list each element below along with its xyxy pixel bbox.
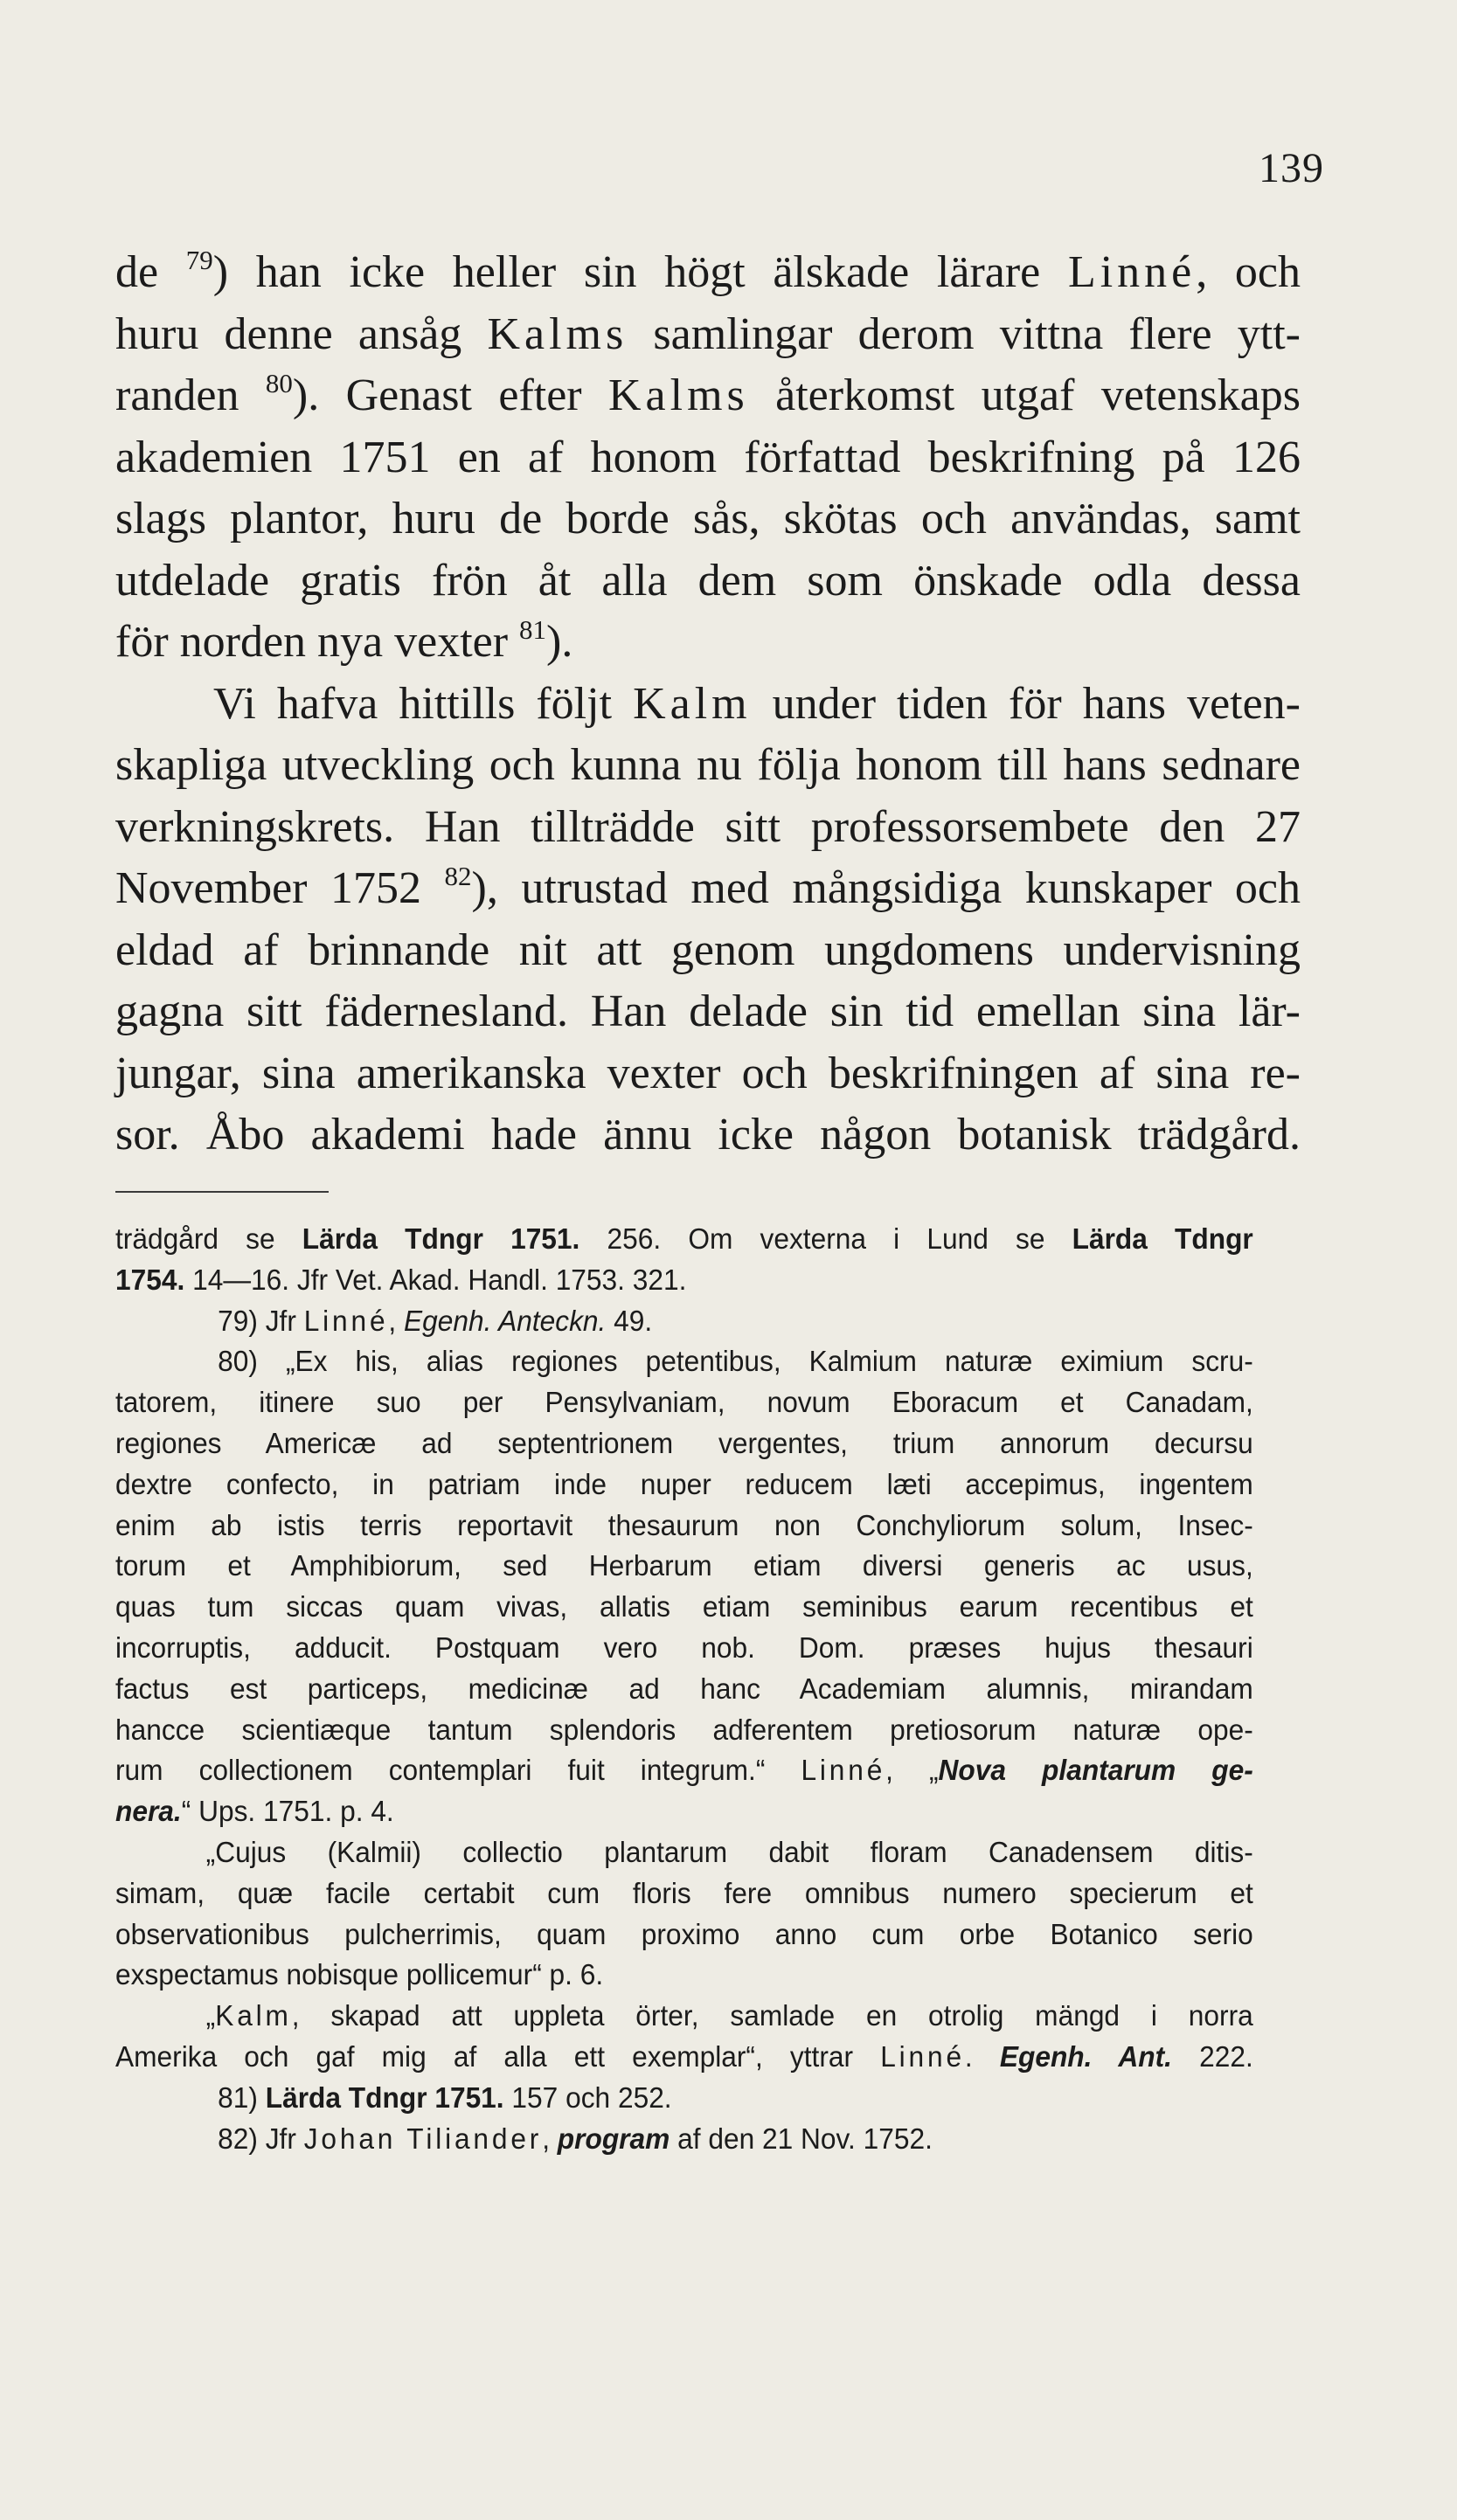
body-line: de $^{79}$) han icke heller sin högt älskade lärare Linné, och (115, 245, 1301, 297)
footnote-line: „Kalm, skapad att uppleta örter, samlade en otrolig mängd i norra (205, 1999, 1253, 2032)
body-line: verkningskrets. Han tillträdde sitt professorsembete den 27 (115, 801, 1301, 852)
footnote-line: tatorem, itinere suo per Pensylvaniam, novum Eboracum et Canadam, (115, 1386, 1253, 1419)
body-text (115, 242, 1301, 1167)
person-name: Linné (1067, 247, 1197, 297)
body-line: jungar, sina amerikanska vexter och beskrifningen af sina re- (115, 1048, 1301, 1098)
footnote-ref[interactable]: 80 (265, 368, 293, 398)
body-line: huru denne ansåg Kalms samlingar derom vittna flere ytt- (115, 308, 1301, 359)
footnote-79: 79) Jfr Linné, Egenh. Anteckn. 49. (218, 1304, 653, 1337)
person-name: Linné (801, 1754, 886, 1787)
person-name: Johan Tiliander (303, 2122, 543, 2155)
footnote-line: 1754. 14—16. Jfr Vet. Akad. Handl. 1753. 321. (115, 1263, 687, 1296)
body-line: akademien 1751 en af honom författad beskrifning på 126 (115, 432, 1301, 482)
body-line: slags plantor, huru de borde sås, skötas och användas, samt (115, 494, 1301, 543)
body-line: sor. Åbo akademi hade ännu icke någon botanisk trädgård. (115, 1110, 1301, 1160)
footnote-line: Amerika och gaf mig af alla ett exemplar“, yttrar Linné. Egenh. Ant. 222. (115, 2039, 1253, 2073)
footnote-ref[interactable]: 82 (444, 861, 472, 891)
person-name: Linné (880, 2039, 965, 2073)
footnote-line: incorruptis, adducit. Postquam vero nob. Dom. præses hujus thesauri (115, 1630, 1253, 1664)
footnote-line: hancce scientiæque tantum splendoris adferentem pretiosorum naturæ ope- (115, 1713, 1253, 1746)
footnote-line: nera.“ Ups. 1751. p. 4. (115, 1795, 394, 1828)
footnotes (115, 1219, 1253, 2159)
footnote-ref[interactable]: 79 (185, 245, 213, 275)
body-line: för norden nya vexter $^{81}$). (115, 614, 573, 667)
person-name: Linné (303, 1304, 389, 1337)
footnote-line: torum et Amphibiorum, sed Herbarum etiam diversi generis ac usus, (115, 1549, 1253, 1582)
footnote-line: quas tum siccas quam vivas, allatis etiam seminibus earum recentibus et (115, 1590, 1253, 1623)
body-line: utdelade gratis frön åt alla dem som önskade odla dessa (115, 555, 1301, 606)
footnote-line: simam, quæ facile certabit cum floris fere omnibus numero specierum et (115, 1876, 1253, 1909)
body-line: eldad af brinnande nit att genom ungdomens undervisning (115, 924, 1301, 975)
footnote-line: rum collectionem contemplari fuit integrum.“ Linné, „Nova plantarum ge- (115, 1754, 1253, 1787)
footnote-81: 81) Lärda Tdngr 1751. 157 och 252. (218, 2080, 672, 2114)
person-name: Kalm (633, 678, 752, 729)
body-line: November 1752 $^{82}$), utrustad med mångsidiga kunskaper och (115, 861, 1301, 913)
footnote-line: factus est particeps, medicinæ ad hanc Academiam alumnis, mirandam (115, 1672, 1253, 1705)
footnote-line: observationibus pulcherrimis, quam proximo anno cum orbe Botanico serio (115, 1917, 1253, 1950)
body-line: Vi hafva hittills följt Kalm under tiden för hans veten- (213, 678, 1301, 729)
body-line: gagna sitt fädernesland. Han delade sin tid emellan sina lär- (115, 987, 1301, 1036)
body-line: randen $^{80}$). Genast efter Kalms återkomst utgaf vetenskaps (115, 368, 1301, 420)
person-name: Kalm (215, 1999, 292, 2032)
footnote-80: 80) „Ex his, alias regiones petentibus, Kalmium naturæ eximium scru- (218, 1345, 1253, 1378)
footnote-82: 82) Jfr Johan Tiliander, program af den 21 Nov. 1752. (218, 2122, 933, 2155)
footnote-line: trädgård se Lärda Tdngr 1751. 256. Om vexterna i Lund se Lärda Tdngr (115, 1222, 1253, 1255)
footnote-ref[interactable]: 81 (519, 614, 547, 645)
footnote-line: dextre confecto, in patriam inde nuper reducem læti accepimus, ingentem (115, 1467, 1253, 1500)
body-line: skapliga utveckling och kunna nu följa honom till hans sednare (115, 740, 1301, 790)
person-name: Kalms (487, 308, 628, 359)
footnote-line: „Cujus (Kalmii) collectio plantarum dabit floram Canadensem ditis- (205, 1835, 1253, 1868)
footnote-divider (115, 1191, 329, 1193)
person-name: Kalms (608, 370, 749, 420)
footnote-line: enim ab istis terris reportavit thesaurum non Conchyliorum solum, Insec- (115, 1508, 1253, 1541)
footnote-line: exspectamus nobisque pollicemur“ p. 6. (115, 1958, 604, 1991)
footnote-line: regiones Americæ ad septentrionem vergentes, trium annorum decursu (115, 1426, 1253, 1459)
page-number: 139 (1259, 145, 1324, 191)
